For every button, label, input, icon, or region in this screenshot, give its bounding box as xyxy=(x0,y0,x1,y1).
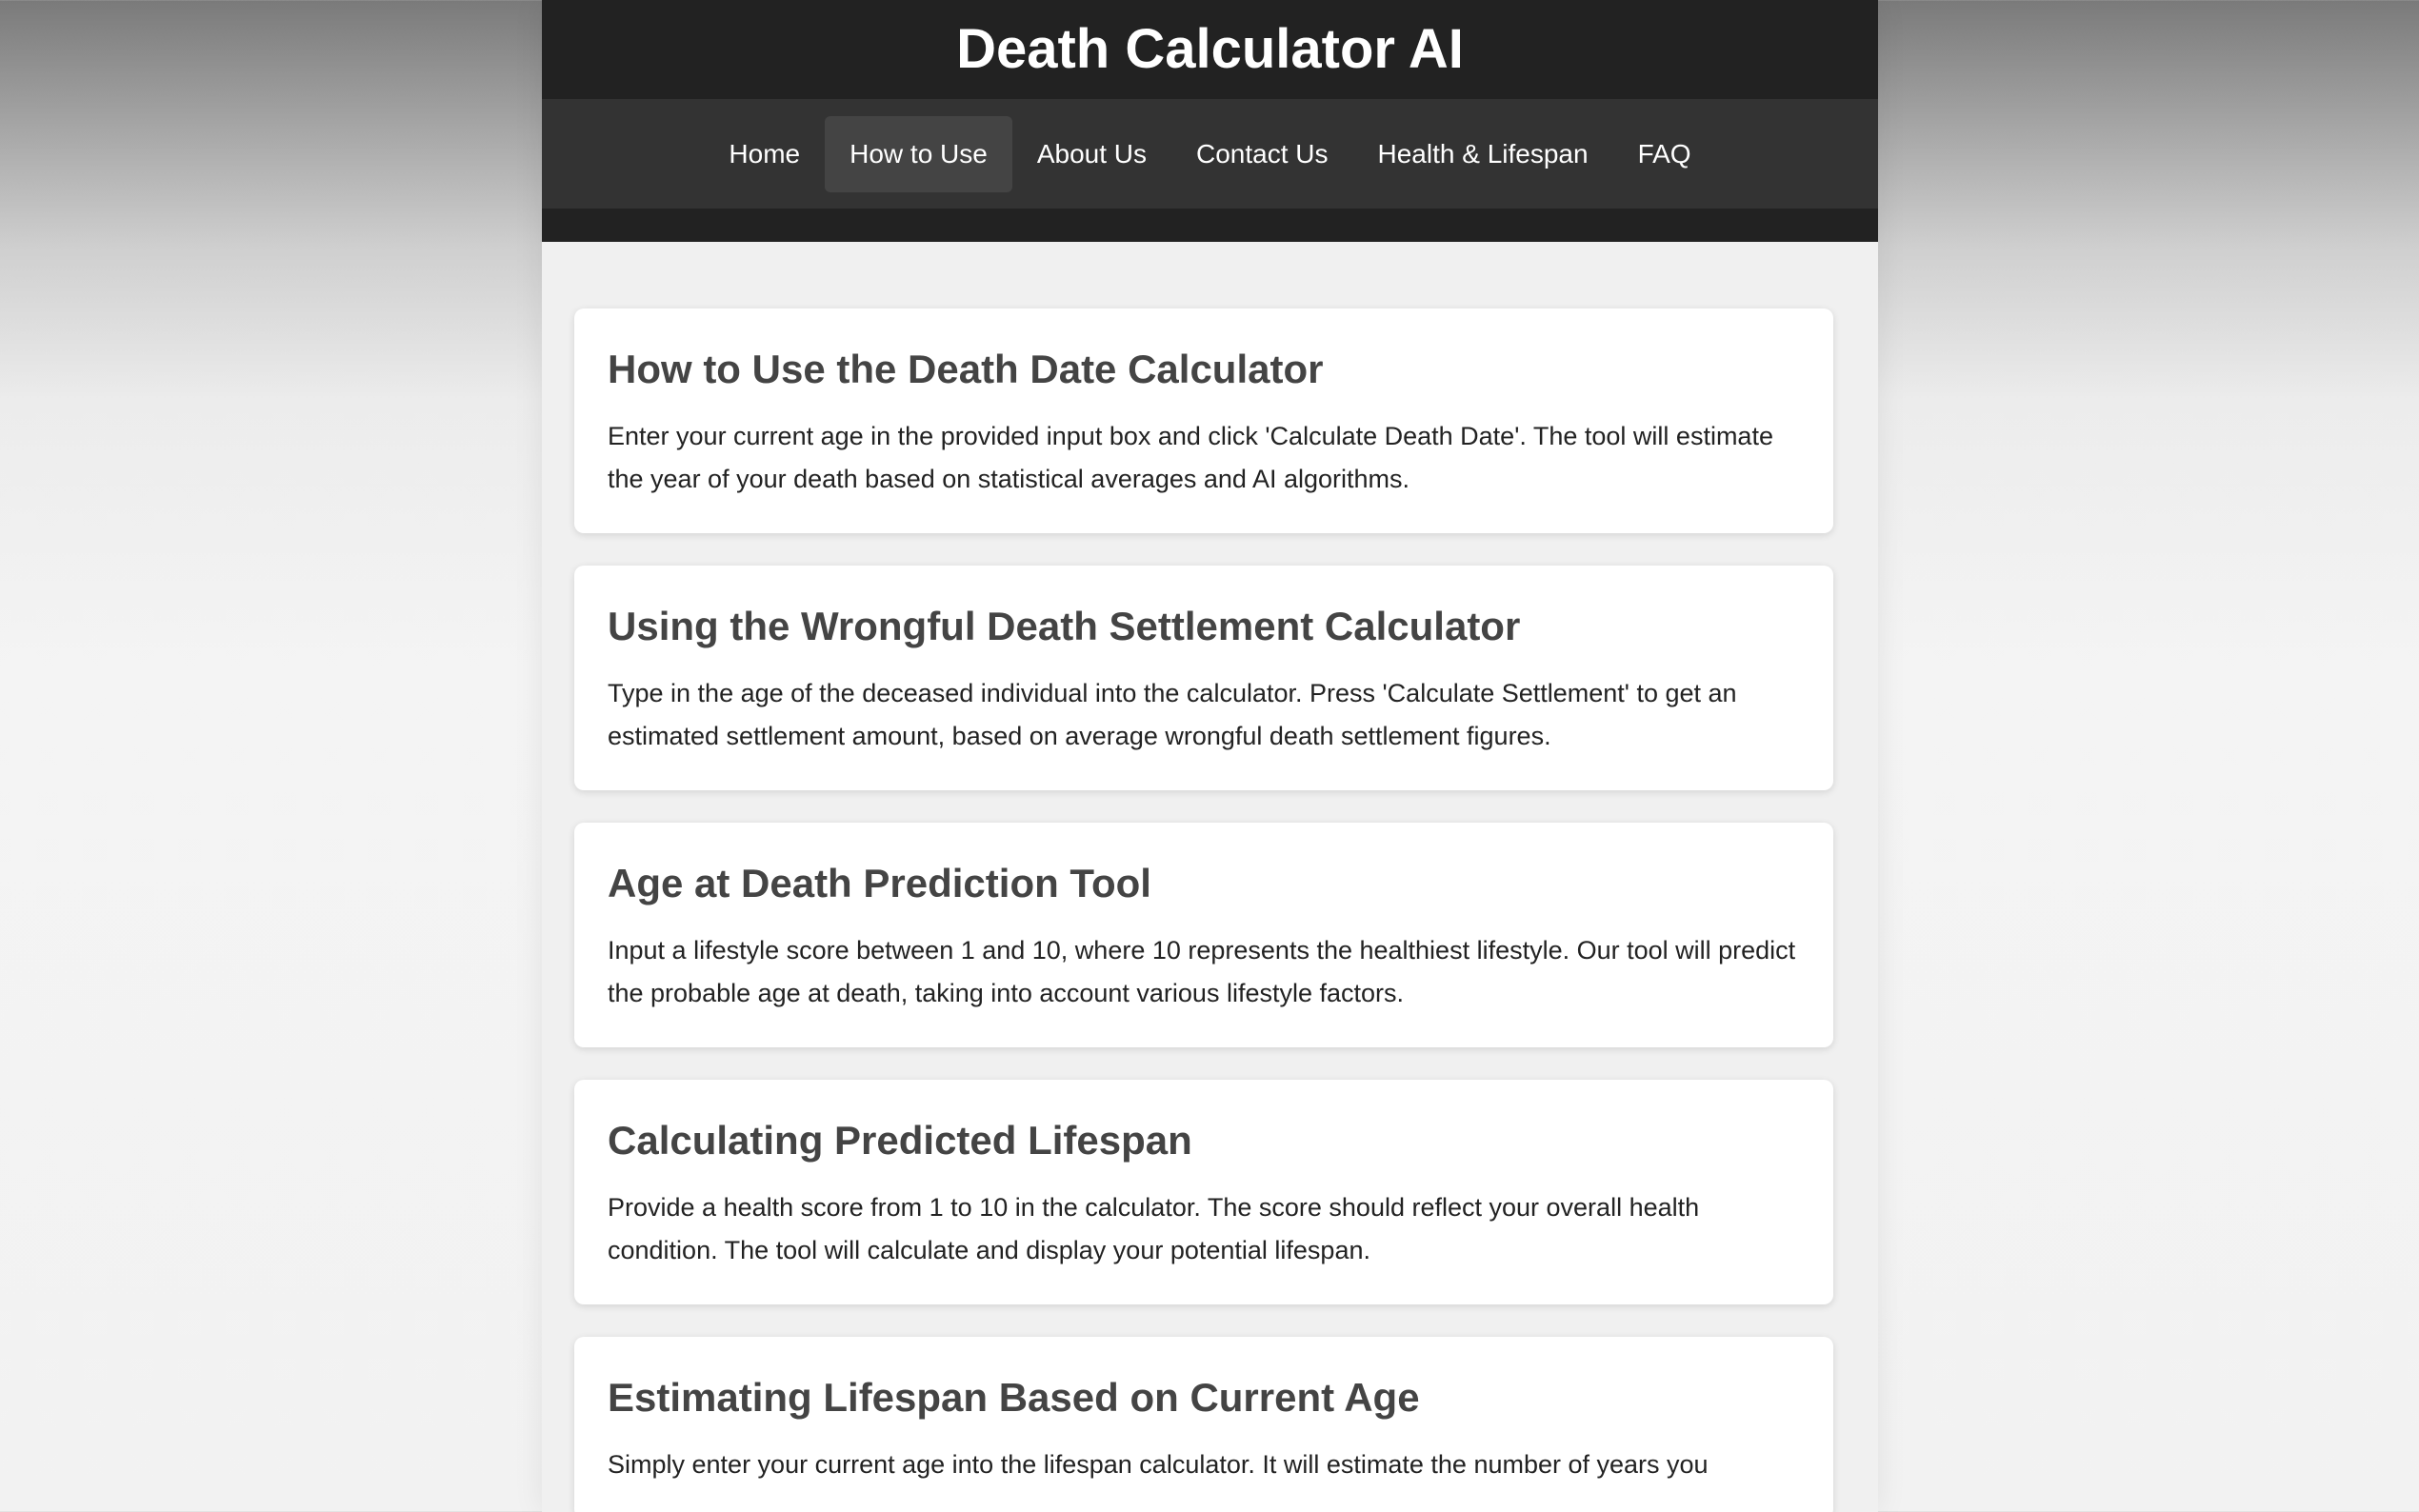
section-body: Provide a health score from 1 to 10 in the calculator. The score should reflect your overall health condition. The tool will calculate and display your potential lifespan. xyxy=(608,1193,1700,1264)
nav-item-contact-us[interactable]: Contact Us xyxy=(1196,138,1329,169)
section-heading: Using the Wrongful Death Settlement Calculator xyxy=(608,604,1521,648)
section-card-predicted-lifespan xyxy=(574,1080,1833,1304)
main-content xyxy=(542,242,1878,1512)
section-heading: Estimating Lifespan Based on Current Age xyxy=(608,1375,1420,1420)
section-body: Type in the age of the deceased individual into the calculator. Press 'Calculate Settlement' to get an estimated settlement amount, based on average wrongful death settlement figures. xyxy=(608,679,1737,750)
section-body: Simply enter your current age into the lifespan calculator. It will estimate the number of years you xyxy=(608,1450,1709,1479)
site-header xyxy=(542,0,1878,242)
nav-item-health-lifespan[interactable]: Health & Lifespan xyxy=(1377,138,1589,169)
page-container xyxy=(542,0,1878,1512)
section-card-lifespan-current-age xyxy=(574,1337,1833,1512)
nav-item-about-us[interactable]: About Us xyxy=(1036,138,1148,169)
section-heading: How to Use the Death Date Calculator xyxy=(608,347,1324,391)
main-nav xyxy=(542,99,1878,209)
section-heading: Calculating Predicted Lifespan xyxy=(608,1118,1192,1163)
section-body: Enter your current age in the provided input box and click 'Calculate Death Date'. The tool will estimate the year of your death based on statistical averages and AI algorithms. xyxy=(608,422,1773,493)
nav-item-faq[interactable]: FAQ xyxy=(1637,138,1691,169)
section-card-wrongful-death xyxy=(574,566,1833,790)
nav-item-home[interactable]: Home xyxy=(729,138,801,169)
section-heading: Age at Death Prediction Tool xyxy=(608,861,1151,905)
section-card-death-date xyxy=(574,308,1833,533)
section-body: Input a lifestyle score between 1 and 10, where 10 represents the healthiest lifestyle. Our tool will predict the probable age at death, taking into account various lifestyle factors. xyxy=(608,936,1796,1007)
site-title[interactable]: Death Calculator AI xyxy=(956,18,1464,80)
section-card-age-at-death xyxy=(574,823,1833,1047)
nav-item-how-to-use[interactable]: How to Use xyxy=(825,116,1012,192)
